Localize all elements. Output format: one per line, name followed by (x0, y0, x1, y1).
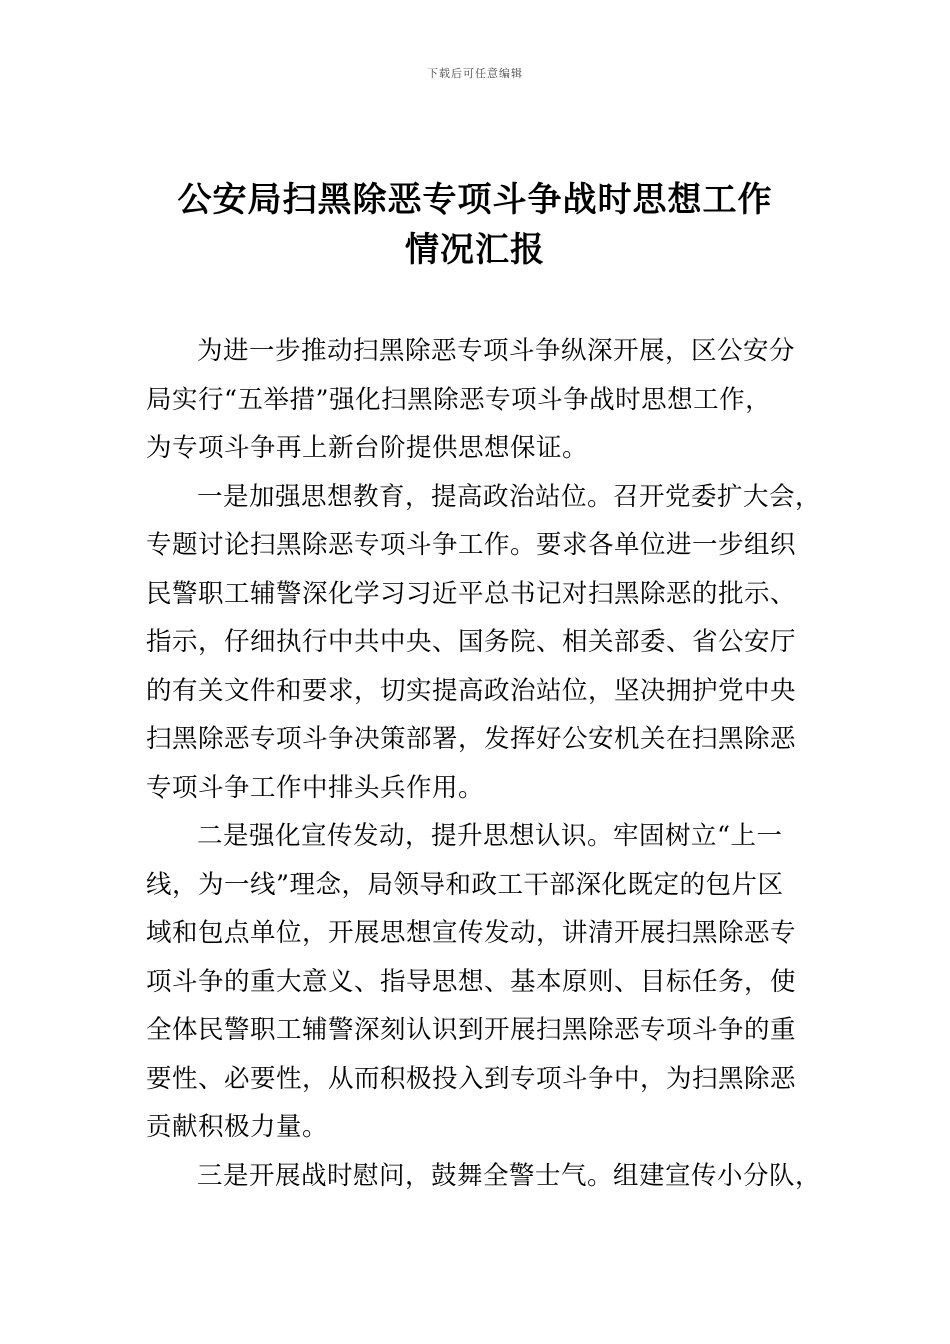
paragraph-1 (146, 327, 826, 473)
paragraph-4 (146, 1152, 826, 1201)
title-line-2: 情况汇报 (405, 230, 545, 270)
paragraph-line: 要性、必要性，从而积极投入到专项斗争中，为扫黑除恶 (146, 1063, 797, 1094)
paragraph-line: 民警职工辅警深化学习习近平总书记对扫黑除恶的批示、 (146, 578, 797, 609)
paragraph-line: 为进一步推动扫黑除恶专项斗争纵深开展，区公安分 (197, 336, 796, 366)
paragraph-3 (146, 812, 826, 1152)
paragraph-line: 全体民警职工辅警深刻认识到开展扫黑除恶专项斗争的重 (146, 1015, 797, 1045)
paragraph-line: 扫黑除恶专项斗争决策部署，发挥好公安机关在扫黑除恶 (146, 724, 797, 754)
paragraph-line: 二是强化宣传发动，提升思想认识。牢固树立“上一 (197, 821, 783, 851)
document-body (146, 327, 826, 1200)
paragraph-line: 指示，仔细执行中共中央、国务院、相关部委、省公安厅 (146, 627, 797, 657)
paragraph-line: 线，为一线”理念，局领导和政工干部深化既定的包片区 (146, 869, 784, 900)
paragraph-line: 三是开展战时慰问，鼓舞全警士气。组建宣传小分队， (197, 1160, 822, 1191)
paragraph-line: 一是加强思想教育，提高政治站位。召开党委扩大会， (197, 481, 822, 512)
title-line-1: 公安局扫黑除恶专项斗争战时思想工作 (177, 180, 773, 220)
paragraph-line: 为专项斗争再上新台阶提供思想保证。 (146, 433, 589, 463)
paragraph-line: 贡献积极力量。 (146, 1112, 329, 1142)
paragraph-line: 专项斗争工作中排头兵作用。 (146, 772, 485, 803)
paragraph-line: 项斗争的重大意义、指导思想、基本原则、目标任务，使 (146, 966, 797, 997)
paragraph-line: 局实行“五举措”强化扫黑除恶专项斗争战时思想工作， (146, 384, 772, 415)
header-note: 下载后可任意编辑 (427, 67, 523, 80)
document-title (0, 175, 950, 275)
paragraph-line: 专题讨论扫黑除恶专项斗争工作。要求各单位进一步组织 (146, 530, 797, 560)
paragraph-2 (146, 473, 826, 813)
paragraph-line: 域和包点单位，开展思想宣传发动，讲清开展扫黑除恶专 (146, 918, 797, 948)
paragraph-line: 的有关文件和要求，切实提高政治站位，坚决拥护党中央 (146, 675, 797, 706)
